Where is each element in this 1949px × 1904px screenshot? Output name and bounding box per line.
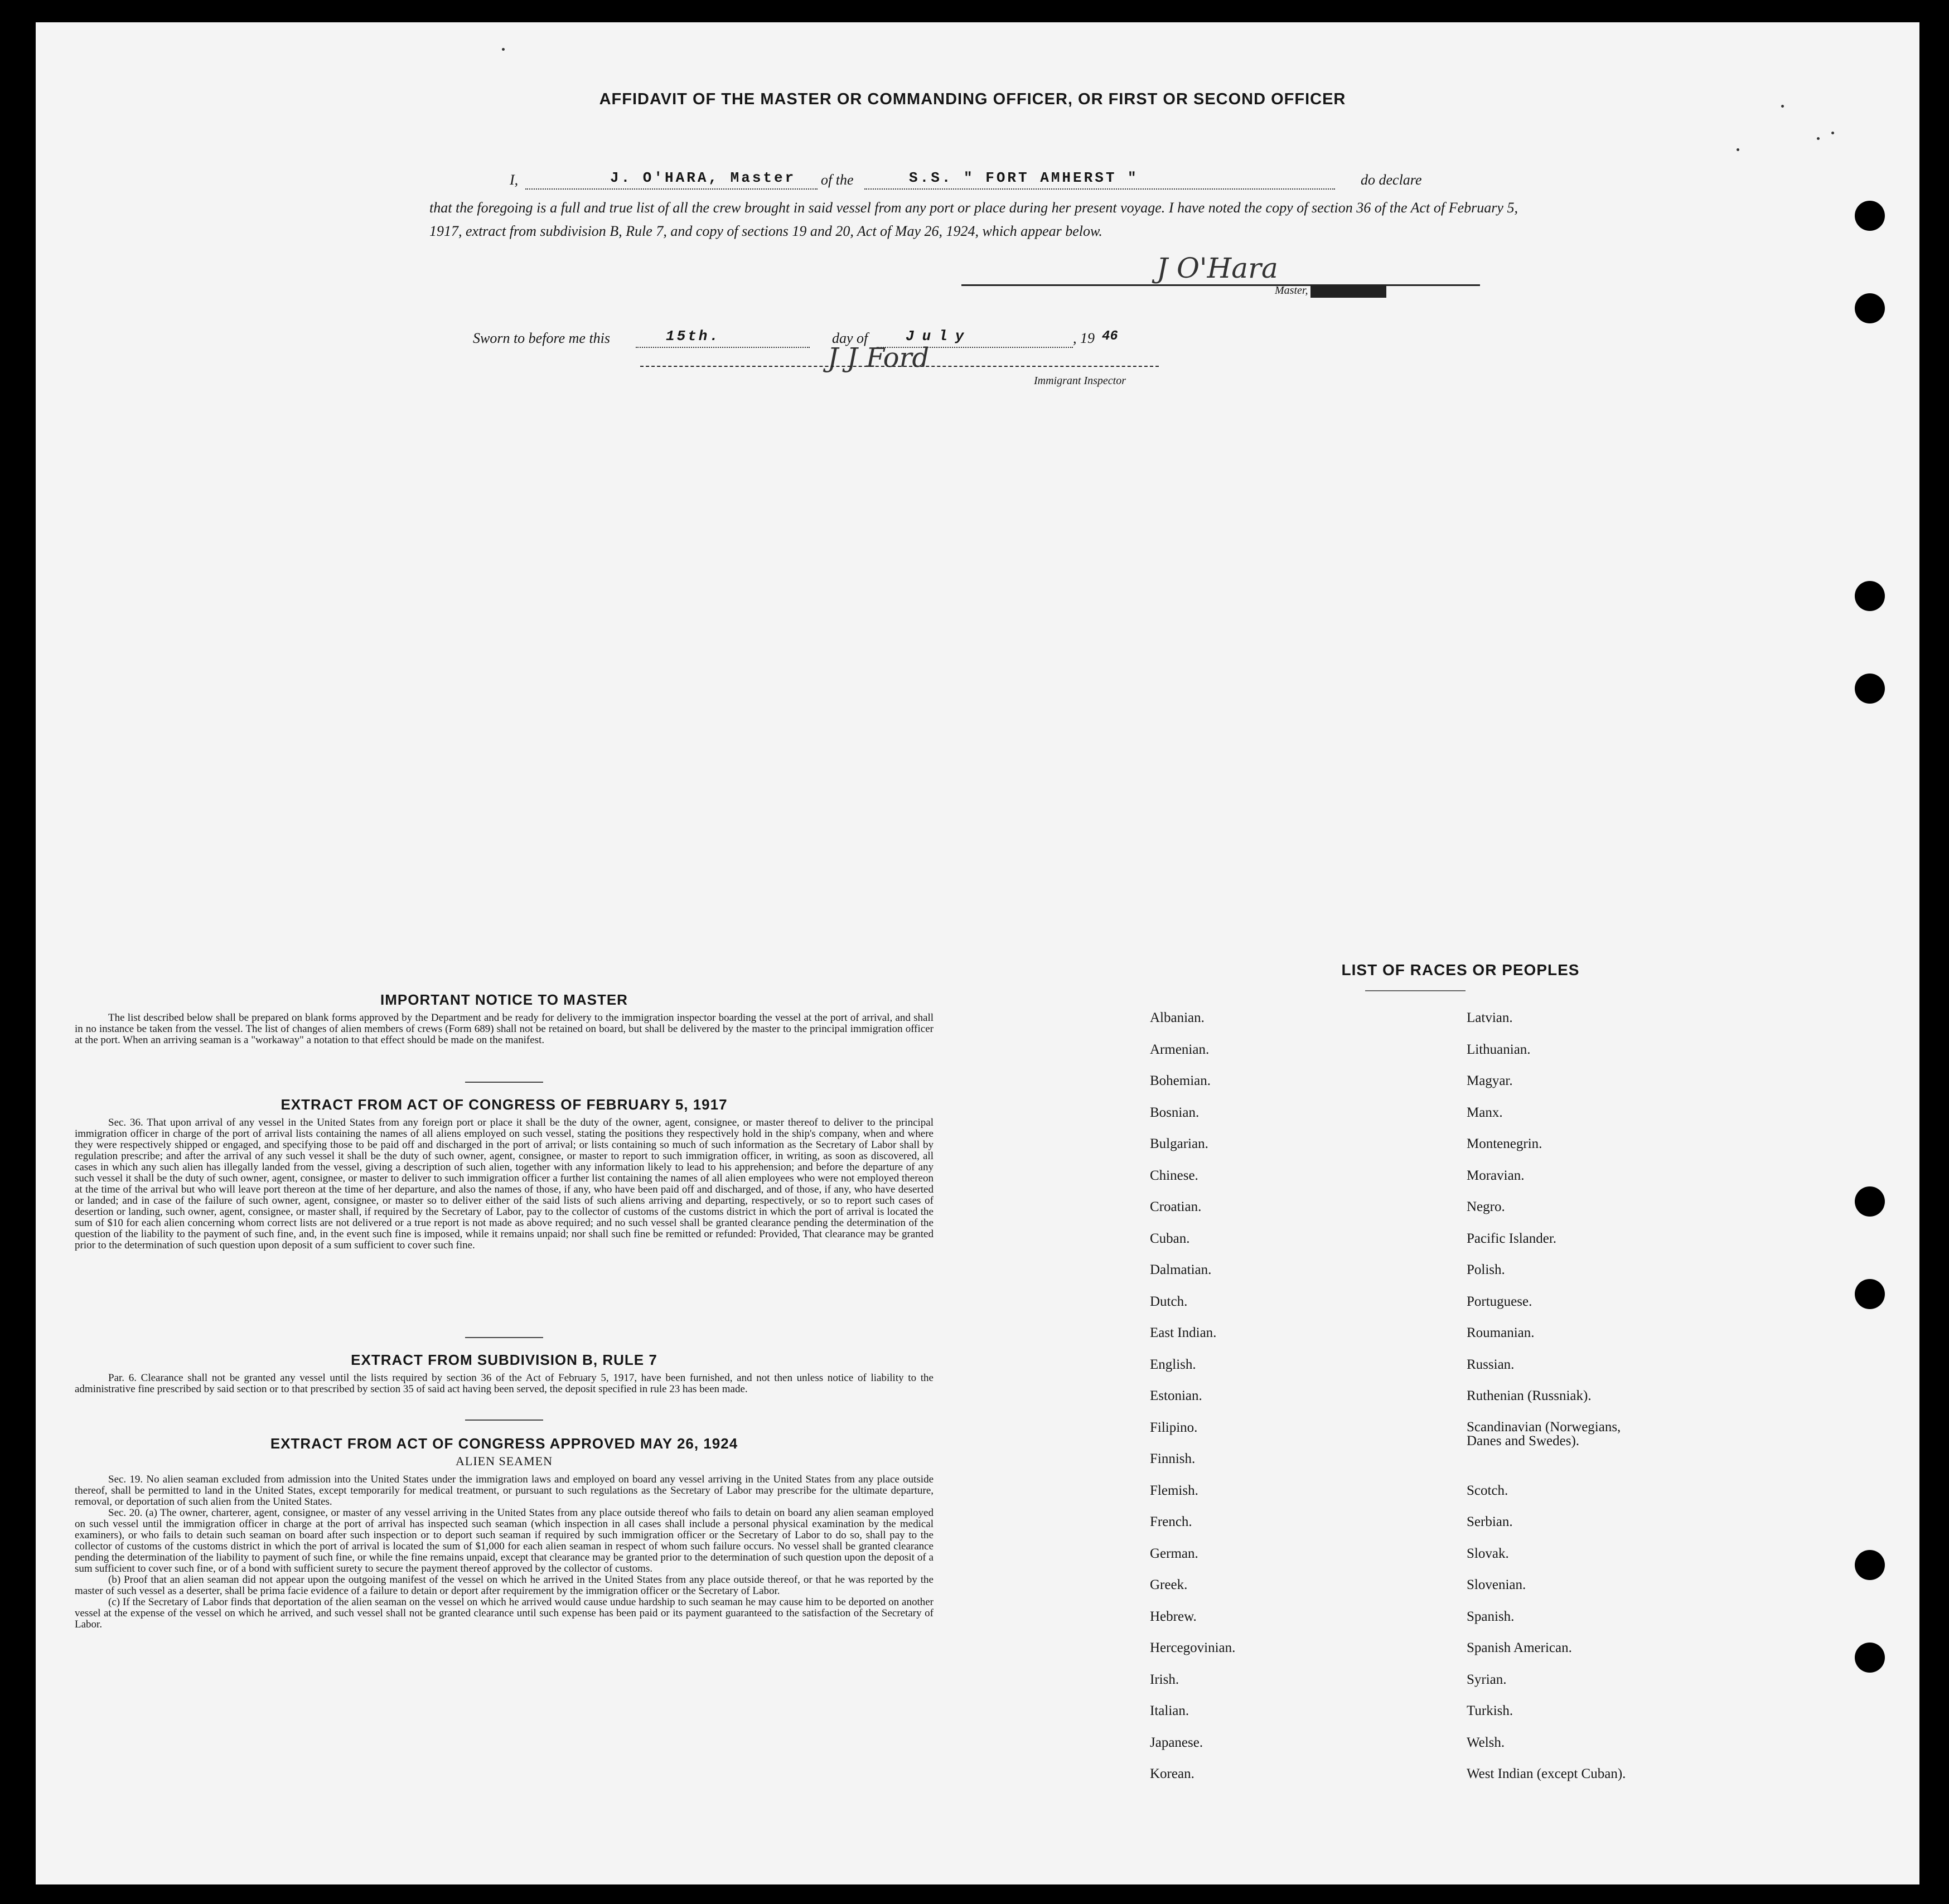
important-notice-heading: IMPORTANT NOTICE TO MASTER xyxy=(380,991,628,1008)
race-item: Pacific Islander. xyxy=(1467,1231,1557,1246)
races-heading-rule xyxy=(1365,990,1466,991)
rule-7-heading: EXTRACT FROM SUBDIVISION B, RULE 7 xyxy=(351,1351,657,1368)
race-item: Slovak. xyxy=(1467,1546,1509,1561)
race-item: Dalmatian. xyxy=(1150,1262,1212,1277)
name-dotted-line xyxy=(525,188,818,190)
sec-19-paragraph: Sec. 19. No alien seaman excluded from admission into the United States under the immigration laws and employed on board any vessel arriving in the United States from any place outside thereof, shall be permitted to land in the United States, except temporarily for medical treatment, or pursuant to such regulations as the Secretary of Labor may prescribe for the ultimate departure, removal, or deportation of such alien from the United States. xyxy=(75,1474,934,1508)
race-item: Estonian. xyxy=(1150,1388,1202,1403)
sec-20a-paragraph: Sec. 20. (a) The owner, charterer, agent, consignee, or master of any vessel arriving in the United States from any place outside thereof who fails to detain on board any alien seaman employed on such vessel until the immigration officer in charge at the port of arrival has inspected such seaman (which inspection in all cases shall include a personal physical examination by the medical examiners), or who fails to detain such seaman on board after such inspection or to deport such seaman if required by such immigration officer or the Secretary of Labor to do so, shall pay to the collector of customs of the customs district in which the port of arrival is located the sum of $1,000 for each alien seaman in respect of whom such failure occurs. No vessel shall be granted clearance pending the determination of the liability to payment of such fine, or while the fine remains unpaid, except that clearance may be granted prior to the determination of such question upon the deposit of a sum sufficient to cover such fine, or of a bond with sufficient surety to secure the payment thereof approved by the collector of customs. xyxy=(75,1507,934,1574)
race-item: Manx. xyxy=(1467,1105,1503,1120)
race-item: French. xyxy=(1150,1514,1192,1529)
race-item: Magyar. xyxy=(1467,1073,1513,1088)
race-item: Scotch. xyxy=(1467,1483,1508,1498)
punch-hole xyxy=(1855,581,1885,611)
race-item: Korean. xyxy=(1150,1766,1194,1781)
race-item: Negro. xyxy=(1467,1199,1505,1214)
of-the-text: of the xyxy=(821,172,854,188)
race-item: Spanish American. xyxy=(1467,1640,1572,1655)
vessel-dotted-line xyxy=(864,188,1335,190)
sec-36-paragraph: Sec. 36. That upon arrival of any vessel in the United States from any foreign port or place it shall be the duty of the owner, agent, consignee, or master thereof to deliver to the principal immigration officer in charge of the port of arrival lists containing the names of all aliens employed on such vessel, stating the positions they respectively hold in the ship's company, when and where they were respectively shipped or engaged, and specifying those to be paid off and discharged in the port of arrival; or lists containing so much of such information as the Secretary of Labor shall by regulation prescribe; and after the arrival of any such vessel it shall be the duty of such owner, agent, consignee, or master to report to such immigration officer, in writing, as soon as discovered, all cases in which any such alien has illegally landed from the vessel, giving a description of such alien, together with any information likely to lead to his apprehension; and before the departure of any such vessel it shall be the duty of such owner, agent, consignee, or master to deliver to such immigration officer a further list containing the names of all alien employees who were not employed thereon at the time of the arrival but who will leave port thereon at the time of her departure, and also the names of those, if any, who have been paid off and discharged, and of those, if any, who have deserted or landed; and in case of the failure of such owner, agent, consignee, or master so to deliver either of the said lists of such aliens arriving and departing, respectively, or so to report such cases of desertion or landing, such owner, agent, consignee, or master shall, if required by the Secretary of Labor, pay to the collector of customs of the customs district in which the port of arrival is located the sum of $10 for each alien concerning whom correct lists are not delivered or a true report is not made as above required; and no such vessel shall be granted clearance pending the determination of the question of the liability to the payment of such fine, and, in the event such fine is imposed, while it remains unpaid; nor shall such fine be remitted or refunded: Provided, That clearance may be granted prior to the determination of such question upon deposit of a sum sufficient to cover such fine. xyxy=(75,1117,934,1251)
master-caption-text: Master, xyxy=(1275,284,1308,297)
race-item: Hebrew. xyxy=(1150,1609,1197,1624)
race-item: Serbian. xyxy=(1467,1514,1513,1529)
document-page xyxy=(36,22,1919,1884)
punch-hole xyxy=(1855,674,1885,704)
race-item: Bohemian. xyxy=(1150,1073,1211,1088)
speck xyxy=(1781,105,1784,108)
day-dotted-line xyxy=(636,347,810,348)
race-item: Roumanian. xyxy=(1467,1325,1535,1340)
year-prefix: , 19 xyxy=(1073,330,1095,346)
rule-7-text xyxy=(75,1373,934,1395)
race-item: Flemish. xyxy=(1150,1483,1198,1498)
affidavit-title: AFFIDAVIT OF THE MASTER OR COMMANDING OFFICER, OR FIRST OR SECOND OFFICER xyxy=(599,90,1346,108)
race-item: Chinese. xyxy=(1150,1168,1198,1183)
race-item: Scandinavian (Norwegians, Danes and Swedes). xyxy=(1467,1419,1621,1448)
race-item: Turkish. xyxy=(1467,1703,1513,1718)
master-signature-line xyxy=(961,284,1480,286)
race-item: Albanian. xyxy=(1150,1010,1205,1025)
speck xyxy=(1831,132,1834,134)
affidavit-declaration-line xyxy=(474,169,1521,194)
races-heading: LIST OF RACES OR PEOPLES xyxy=(1341,961,1580,978)
race-item: Welsh. xyxy=(1467,1735,1505,1750)
act-1917-text xyxy=(75,1117,934,1251)
punch-hole xyxy=(1855,1279,1885,1309)
race-item: Croatian. xyxy=(1150,1199,1202,1214)
race-item: Lithuanian. xyxy=(1467,1042,1531,1057)
affidavit-body: that the foregoing is a full and true list of all the crew brought in said vessel from any port or place during her present voyage. I have noted the copy of section 36 of the Act of February 5, 1917, extract from subdivision B, Rule 7, and copy of sections 19 and 20, Act of May 26, 1924, which appear below. xyxy=(429,200,1518,239)
section-divider xyxy=(465,1082,543,1083)
race-item: Greek. xyxy=(1150,1577,1188,1592)
year-suffix: 46 xyxy=(1102,329,1118,344)
race-item: Polish. xyxy=(1467,1262,1505,1277)
do-declare-text: do declare xyxy=(1361,172,1422,188)
race-item: Dutch. xyxy=(1150,1294,1188,1309)
race-item: Portuguese. xyxy=(1467,1294,1532,1309)
punch-hole xyxy=(1855,201,1885,231)
master-caption xyxy=(1275,284,1386,298)
struck-through-text: XXXXXXXXXXX xyxy=(1312,285,1386,298)
punch-hole xyxy=(1855,293,1885,323)
race-item: Japanese. xyxy=(1150,1735,1203,1750)
race-item: Montenegrin. xyxy=(1467,1136,1542,1151)
sec-20c-paragraph: (c) If the Secretary of Labor finds that deportation of the alien seaman on the vessel on which he arrived would cause undue hardship to such seaman he may cause him to be deported on another vessel at the expense of the vessel on which he arrived, and such vessel shall not be granted clearance until such expense has been paid or its payment guaranteed to the satisfaction of the Secretary of Labor. xyxy=(75,1596,934,1630)
speck xyxy=(1817,137,1820,140)
race-item: Bulgarian. xyxy=(1150,1136,1208,1151)
punch-hole xyxy=(1855,1550,1885,1580)
sec-20b-paragraph: (b) Proof that an alien seaman did not appear upon the outgoing manifest of the vessel on which he arrived in the United States from any place outside thereof, or that he was reported by the master of such vessel as a deserter, shall be prima facie evidence of a failure to detain or deport after requirement by the immigration officer or the Secretary of Labor. xyxy=(75,1574,934,1597)
race-item: English. xyxy=(1150,1357,1196,1372)
alien-seamen-subheading: ALIEN SEAMEN xyxy=(456,1454,553,1468)
race-item: Bosnian. xyxy=(1150,1105,1200,1120)
race-item: Spanish. xyxy=(1467,1609,1515,1624)
important-notice-text xyxy=(75,1012,934,1046)
master-signature: J O'Hara xyxy=(1157,252,1278,284)
speck xyxy=(1737,148,1739,151)
vessel-name: S.S. " FORT AMHERST " xyxy=(909,169,1139,186)
race-item: Moravian. xyxy=(1467,1168,1525,1183)
prefix-text: I, xyxy=(510,172,519,188)
punch-hole xyxy=(1855,1643,1885,1673)
act-1924-text xyxy=(75,1474,934,1630)
race-item: Italian. xyxy=(1150,1703,1189,1718)
sworn-prefix: Sworn to before me this xyxy=(473,330,611,346)
section-divider xyxy=(465,1419,543,1421)
race-item: Slovenian. xyxy=(1467,1577,1526,1592)
inspector-caption: Immigrant Inspector xyxy=(1034,375,1126,387)
act-1924-heading: EXTRACT FROM ACT OF CONGRESS APPROVED MAY 26, 1924 xyxy=(270,1435,738,1452)
race-item: East Indian. xyxy=(1150,1325,1217,1340)
race-item: Syrian. xyxy=(1467,1672,1507,1687)
race-item: Irish. xyxy=(1150,1672,1179,1687)
race-item: Finnish. xyxy=(1150,1451,1196,1466)
race-item: Ruthenian (Russniak). xyxy=(1467,1388,1592,1403)
race-item: Latvian. xyxy=(1467,1010,1513,1025)
race-item: German. xyxy=(1150,1546,1198,1561)
race-item: Cuban. xyxy=(1150,1231,1190,1246)
race-item: Filipino. xyxy=(1150,1420,1198,1435)
day-of-text: day of xyxy=(832,330,868,346)
race-item: Armenian. xyxy=(1150,1042,1210,1057)
important-notice-paragraph: The list described below shall be prepared on blank forms approved by the Department and be ready for delivery to the immigration inspector boarding the vessel at the port of arrival, and shall in no instance be taken from the vessel. The list of changes of alien members of crews (Form 689) shall not be retained on board, but shall be delivered by the master to the principal immigration officer at the port. When an arriving seaman is a "workaway" a notation to that effect should be made on the manifest. xyxy=(75,1012,934,1046)
speck xyxy=(502,48,505,51)
punch-hole xyxy=(1855,1186,1885,1217)
inspector-signature-line xyxy=(640,366,1159,367)
sworn-day: 15th. xyxy=(666,328,721,345)
race-item: Russian. xyxy=(1467,1357,1515,1372)
act-1917-heading: EXTRACT FROM ACT OF CONGRESS OF FEBRUARY 5, 1917 xyxy=(280,1096,728,1113)
sworn-month: July xyxy=(906,328,972,345)
race-item: Hercegovinian. xyxy=(1150,1640,1236,1655)
inspector-signature: J J Ford xyxy=(828,342,930,374)
par-6-paragraph: Par. 6. Clearance shall not be granted any vessel until the lists required by section 36 of the Act of February 5, 1917, have been furnished, and not then unless notice of liability to the administrative fine prescribed by said section or to that prescribed by section 35 of said act having been served, the deposit specified in rule 23 has been made. xyxy=(75,1372,934,1395)
master-name: J. O'HARA, Master xyxy=(610,169,796,186)
race-item: West Indian (except Cuban). xyxy=(1467,1766,1626,1781)
section-divider xyxy=(465,1337,543,1338)
